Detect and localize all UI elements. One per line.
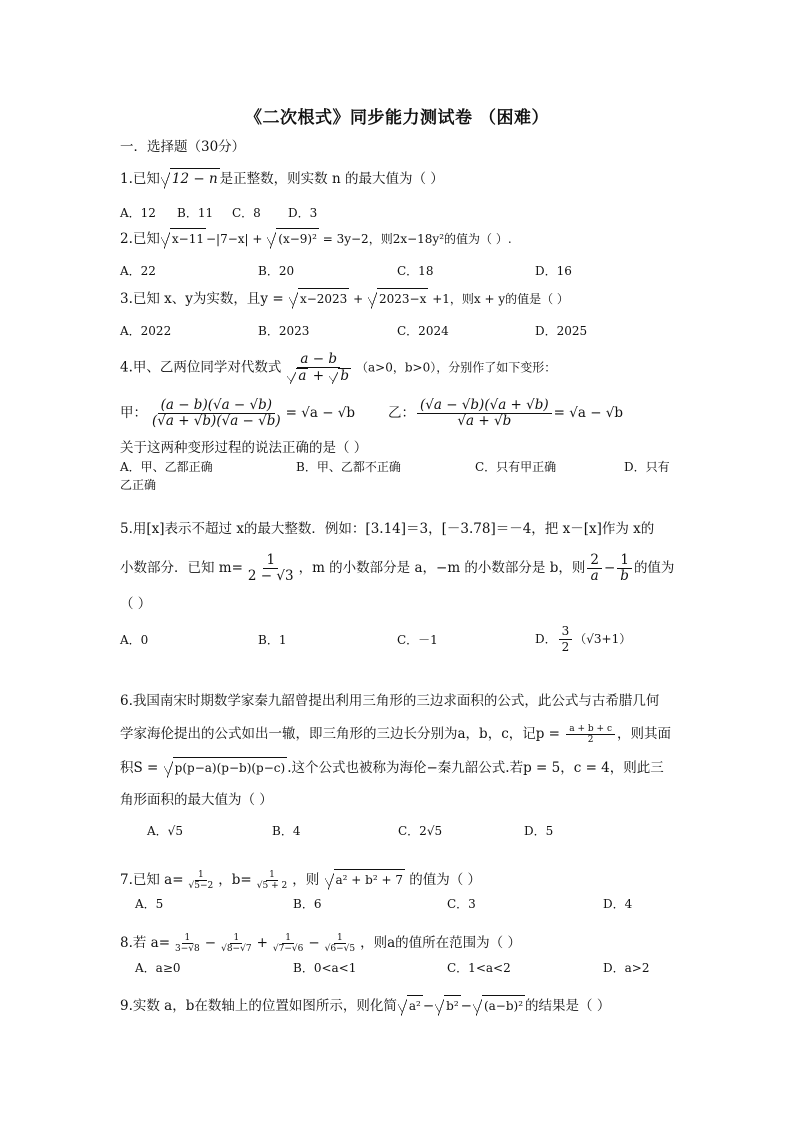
question-5-line-3: （ ）	[120, 596, 152, 612]
q4-option-d: D．只有	[624, 460, 670, 474]
q2-option-a: A．22	[120, 264, 156, 278]
q5-option-d: D． $\frac{3}{2}$ （√3+1）	[535, 624, 632, 654]
q2-option-c: C．18	[397, 264, 434, 278]
q1-option-b: B．11	[177, 206, 214, 220]
q7-option-d: D．4	[603, 897, 633, 911]
question-6-line-1: 6.我国南宋时期数学家秦九韶曾提出利用三角形的三边求面积的公式，此公式与古希腊几何	[120, 693, 660, 709]
q3-option-b: B．2023	[258, 324, 310, 338]
q6-option-a: A．√5	[147, 824, 183, 838]
q4-transform-yi: 乙： $\frac{(√a - √b)(√a + √b)}{√a + √b}$ = √a − √b	[388, 397, 624, 429]
section-heading: 一．选择题（30分）	[120, 139, 246, 155]
question-5-line-2: 小数部分．已知 m= $\frac{1}{2 - √3}$ ，m 的小数部分是 a，−m 的小数部分是 b，则 $\frac{2}{a}$ − $\frac{1}{b}$ 的值为	[120, 552, 675, 584]
q4-option-a: A．甲、乙都正确	[120, 460, 213, 474]
q4-question: 关于这两种变形过程的说法正确的是（ ）	[120, 440, 368, 456]
q5-option-b: B．1	[258, 633, 287, 647]
q4-option-d-wrap: 乙正确	[120, 478, 157, 492]
question-6-line-4: 角形面积的最大值为（ ）	[120, 792, 273, 808]
q2-option-d: D．16	[535, 264, 572, 278]
question-5-line-1: 5.用[x]表示不超过 x的最大整数．例如：[3.14]＝3，[－3.78]＝－4，把 x－[x]作为 x的	[120, 521, 655, 537]
question-6-line-2: 学家海伦提出的公式如出一辙，即三角形的三边长分别为a，b，c，记p = $\frac{a + b + c}{2}$ ，则其面	[120, 724, 671, 745]
question-1: 1.已知 12 − n 是正整数，则实数 n 的最大值为（ ）	[120, 168, 444, 189]
q1-option-a: A．12	[120, 206, 156, 220]
q3-option-d: D．2025	[535, 324, 588, 338]
q5-option-a: A．0	[120, 633, 149, 647]
sqrt-expression: 12 − n	[161, 168, 220, 189]
question-2: 2.已知 x−11 −|7−x| + (x−9)² = 3y−2，则2x−18y²的值为（ ）.	[120, 228, 512, 249]
q7-option-b: B．6	[293, 897, 322, 911]
q4-transform-jia: 甲： $\frac{(a - b)(√a - √b)}{(√a + √b)(√a - √b)}$ = √a − √b	[120, 397, 356, 429]
q7-option-a: A．5	[135, 897, 164, 911]
page-title: 《二次根式》同步能力测试卷 （困难）	[245, 108, 549, 128]
q1-option-c: C．8	[232, 206, 261, 220]
q7-option-c: C．3	[447, 897, 476, 911]
q4-option-c: C．只有甲正确	[475, 460, 557, 474]
question-3: 3.已知 x、y为实数，且y = x−2023 + 2023−x +1，则x + y的值是（ ）	[120, 288, 569, 309]
q6-option-d: D．5	[524, 824, 554, 838]
q6-option-b: B．4	[272, 824, 301, 838]
q4-option-b: B．甲、乙都不正确	[296, 460, 401, 474]
q2-option-b: B．20	[258, 264, 295, 278]
q5-option-c: C．－1	[397, 633, 438, 647]
q8-option-d: D．a>2	[603, 961, 650, 975]
question-7: 7.已知 a= $\frac{1}{√5-2}$ ，b= $\frac{1}{√5 + 2}$ ，则 a² + b² + 7 的值为（ ）	[120, 870, 482, 891]
q3-option-c: C．2024	[397, 324, 449, 338]
question-6-line-3: 积S = p(p−a)(p−b)(p−c) .这个公式也被称为海伦−秦九韶公式.若p = 5，c = 4，则此三	[120, 757, 664, 778]
question-9: 9.实数 a，b在数轴上的位置如图所示，则化简 a² − b² − (a−b)² 的结果是（ ）	[120, 995, 610, 1016]
q8-option-b: B．0<a<1	[293, 961, 357, 975]
q1-option-d: D．3	[288, 206, 318, 220]
question-8: 8.若 a= $\frac{1}{3-√8}$ − $\frac{1}{√8-√7}$ + $\frac{1}{√7-√6}$ − $\frac{1}{√6-√5}$ ，则a的值所在范围为（ ）	[120, 933, 521, 954]
q8-option-c: C．1<a<2	[447, 961, 511, 975]
question-4: 4.甲、乙两位同学对代数式 $\frac{a - b}{a + b}$ （a>0，b>0），分别作了如下变形：	[120, 351, 557, 384]
q3-option-a: A．2022	[120, 324, 172, 338]
q6-option-c: C．2√5	[398, 824, 443, 838]
q8-option-a: A．a≥0	[135, 961, 181, 975]
